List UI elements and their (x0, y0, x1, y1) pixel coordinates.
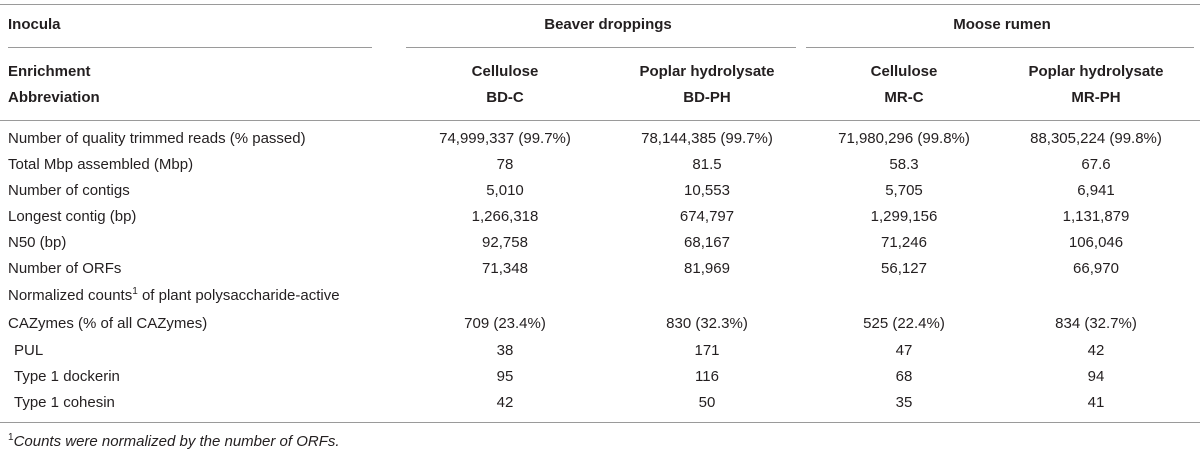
abbreviation-mr-ph: MR-PH (1071, 89, 1121, 106)
table-cell: 81.5 (692, 156, 722, 173)
footnote-marker: 1 (8, 432, 14, 443)
row-label: N50 (bp) (8, 234, 67, 251)
group1-underline (406, 47, 796, 48)
abbreviation-bd-c: BD-C (486, 89, 524, 106)
table-footnote (8, 433, 340, 451)
table-cell: 92,758 (482, 234, 528, 251)
row-label: Number of ORFs (8, 260, 122, 277)
row-label: Type 1 dockerin (14, 368, 120, 385)
table-cell: 42 (1087, 342, 1105, 359)
abbreviation-header: Abbreviation (8, 89, 100, 106)
inocula-underline (8, 47, 372, 48)
table-cell: 674,797 (679, 208, 735, 225)
table-cell: 71,348 (482, 260, 528, 277)
table-cell: 525 (22.4%) (863, 315, 945, 332)
table-cell: 830 (32.3%) (666, 315, 748, 332)
table-cell: 50 (698, 394, 716, 411)
enrichment-bd-c: Cellulose (471, 63, 539, 80)
table-cell: 10,553 (684, 182, 730, 199)
table-cell: 1,266,318 (471, 208, 539, 225)
table-cell: 106,046 (1068, 234, 1124, 251)
table-cell: 1,131,879 (1062, 208, 1130, 225)
table-cell: 66,970 (1073, 260, 1119, 277)
row-label: Longest contig (bp) (8, 208, 137, 225)
group-header-moose-rumen: Moose rumen (953, 16, 1051, 33)
table-cell: 5,705 (885, 182, 923, 199)
inocula-header: Inocula (8, 16, 61, 33)
table-cell: 116 (695, 368, 719, 385)
group-header-beaver-droppings: Beaver droppings (544, 16, 672, 33)
table-cell: 1,299,156 (870, 208, 938, 225)
enrichment-bd-ph: Poplar hydrolysate (639, 63, 775, 80)
enrichment-mr-c: Cellulose (870, 63, 938, 80)
normalized-counts-label: Normalized counts$^1$ of plant polysaccharide-active (8, 286, 340, 304)
table-cell: 71,246 (881, 234, 927, 251)
row-label: Total Mbp assembled (Mbp) (8, 156, 194, 173)
row-label: PUL (14, 342, 44, 359)
row-label: Number of quality trimmed reads (% passed) (8, 130, 306, 147)
table-cell: 5,010 (486, 182, 524, 199)
enrichment-mr-ph: Poplar hydrolysate (1028, 63, 1164, 80)
footnote-marker: 1 (132, 286, 138, 297)
table-cell: 68 (895, 368, 913, 385)
abbreviation-mr-c: MR-C (884, 89, 924, 106)
table-cell: 834 (32.7%) (1055, 315, 1137, 332)
top-rule (0, 4, 1200, 5)
abbreviation-bd-ph: BD-PH (683, 89, 731, 106)
table-cell: 74,999,337 (99.7%) (439, 130, 571, 147)
group2-underline (806, 47, 1194, 48)
enrichment-header: Enrichment (8, 63, 91, 80)
table-cell: 71,980,296 (99.8%) (838, 130, 970, 147)
table-cell: 81,969 (684, 260, 730, 277)
table-cell: 88,305,224 (99.8%) (1030, 130, 1162, 147)
table-cell: 58.3 (889, 156, 919, 173)
table-bottom-rule (0, 422, 1200, 423)
table-cell: 67.6 (1081, 156, 1111, 173)
table-cell: 68,167 (684, 234, 730, 251)
row-label: Type 1 cohesin (14, 394, 115, 411)
table-cell: 41 (1087, 394, 1105, 411)
table-cell: 35 (895, 394, 913, 411)
table-cell: 94 (1087, 368, 1105, 385)
table-cell: 95 (496, 368, 514, 385)
table-cell: 78 (496, 156, 514, 173)
table-cell: 56,127 (881, 260, 927, 277)
row-label: Number of contigs (8, 182, 130, 199)
table-cell: 42 (496, 394, 514, 411)
table-cell: 47 (895, 342, 913, 359)
row-label: CAZymes (% of all CAZymes) (8, 315, 208, 332)
header-bottom-rule (0, 120, 1200, 121)
table-cell: 171 (694, 342, 720, 359)
table-cell: 6,941 (1077, 182, 1115, 199)
table-cell: 78,144,385 (99.7%) (641, 130, 773, 147)
table-cell: 709 (23.4%) (464, 315, 546, 332)
table-cell: 38 (496, 342, 514, 359)
footnote-text: Counts were normalized by the number of ORFs. (13, 433, 340, 450)
